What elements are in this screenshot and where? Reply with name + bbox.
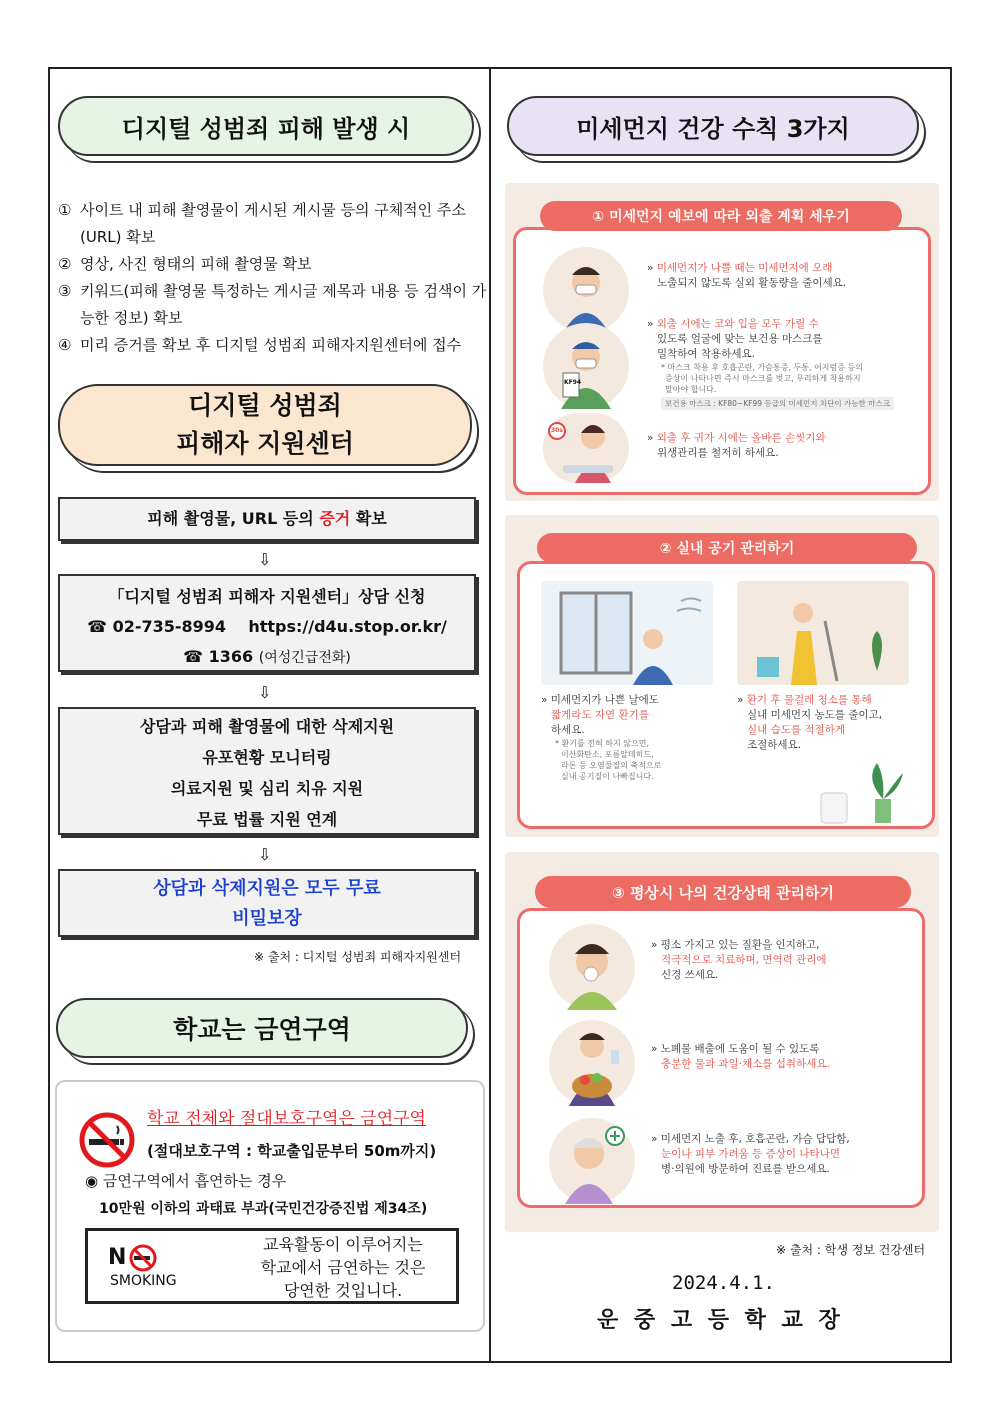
down-arrow-icon: ⇩: [258, 845, 272, 864]
step-evidence: 피해 촬영물, URL 등의 증거 확보: [58, 497, 476, 541]
list-item: ② 영상, 사진 형태의 피해 촬영물 확보: [58, 255, 312, 273]
section-title-digital-crime: 디지털 성범죄 피해 발생 시: [58, 96, 474, 156]
section-title-fine-dust: 미세먼지 건강 수칙 3가지: [507, 96, 919, 156]
section-title-no-smoking: 학교는 금연구역: [56, 998, 468, 1058]
no-smoking-notice: 학교 전체와 절대보호구역은 금연구역 (절대보호구역 : 학교출입문부터 50m까지) ◉ 금연구역에서 흡연하는 경우 10만원 이하의 과태료 부과(국민건강증진법 제34조) N SMOKING 교육활동이 이루어지는 학교에서 금연하는 것은 당연한 것입니다.: [55, 1080, 485, 1332]
air-purifier-illustration: [815, 759, 905, 829]
card-health-status: [505, 852, 939, 1232]
step-free: 상담과 삭제지원은 모두 무료 비밀보장: [58, 869, 476, 937]
phone-number-2: ☎ 1366: [183, 647, 254, 666]
list-item: ① 사이트 내 피해 촬영물이 게시된 게시물 등의 구체적인 주소(URL) 확보: [58, 201, 466, 246]
card-outdoor-plan: [505, 183, 939, 501]
principal-signature: 운 중 고 등 학 교 장: [597, 1307, 844, 1333]
issue-date: 2024.4.1.: [672, 1272, 775, 1294]
list-item: ③ 키워드(피해 촬영물 특정하는 게시글 제목과 내용 등 검색이 가능한 정보) 확보: [58, 282, 487, 327]
card1-item1: » 미세먼지가 나쁠 때는 미세먼지에 오래 노출되지 않도록 실외 활동량을 줄이세요.: [647, 262, 847, 289]
list-item: ④ 미리 증거를 확보 후 디지털 성범죄 피해자지원센터에 접수: [58, 336, 462, 354]
source-note: ※ 출처 : 학생 정보 건강센터: [776, 1243, 926, 1257]
cleaning-illustration: [737, 581, 909, 685]
card1-item3: » 외출 후 귀가 시에는 올바른 손씻기와 위생관리를 철저히 하세요.: [647, 432, 826, 459]
window-illustration: [541, 581, 713, 685]
mask-grade-badge: 보건용 마스크 : KF80~KF99 등급의 미세먼지 차단이 가능한 마스크: [661, 397, 894, 410]
card1-item2: » 외출 시에는 코와 입을 모두 가릴 수 있도록 얼굴에 맞는 보건용 마스크를 밀착하여 착용하세요. * 마스크 착용 후 호흡곤란, 가슴통증, 두통, 어지럼증 등의 증상이 나타나면 즉시 마스크를 벗고, 무리하게 착용하지 말아야 합니다. 보건용 마스크 : KF80~KF99 등급의 미세먼지 차단이 가능한 마스크: [647, 317, 894, 411]
source-note: ※ 출처 : 디지털 성범죄 피해자지원센터: [254, 950, 462, 964]
down-arrow-icon: ⇩: [258, 683, 272, 702]
card-header: ② 실내 공기 관리하기: [537, 533, 917, 563]
card-header: ① 미세먼지 예보에 따라 외출 계획 세우기: [540, 201, 902, 231]
phone-number: ☎ 02-735-8994: [87, 617, 227, 636]
card-header: ③ 평상시 나의 건강상태 관리하기: [535, 876, 911, 908]
person-mask-illustration: [543, 247, 629, 333]
card3-item3: » 미세먼지 노출 후, 호흡곤란, 가슴 답답함, 눈이나 피부 가려움 등 증상이 나타나면 병·의원에 방문하여 진료를 받으세요.: [651, 1133, 850, 1175]
no-smoking-small-icon: [128, 1243, 158, 1273]
no-smoking-box: N SMOKING 교육활동이 이루어지는 학교에서 금연하는 것은 당연한 것입니다.: [85, 1228, 459, 1304]
card3-item1: » 평소 가지고 있는 질환을 인지하고, 적극적으로 치료하며, 면역력 관리에 신경 쓰세요.: [651, 939, 827, 981]
card3-item2: » 노폐물 배출에 도움이 될 수 있도록 충분한 물과 과일·채소를 섭취하세요.: [651, 1043, 830, 1070]
kf94-label: KF94: [564, 379, 582, 386]
step-support: 상담과 피해 촬영물에 대한 삭제지원 유포현황 모니터링 의료지원 및 심리 치유 지원 무료 법률 지원 연계: [58, 707, 476, 835]
website-url: https://d4u.stop.or.kr/: [248, 617, 447, 636]
card-indoor-air: [505, 515, 939, 837]
coughing-person-illustration: [549, 924, 635, 1010]
evidence-list: [58, 197, 490, 359]
step-consult: 「디지털 성범죄 피해자 지원센터」상담 신청 ☎ 02-735-8994 https://d4u.stop.or.kr/ ☎ 1366 (여성긴급전화): [58, 574, 476, 672]
timer-label: 30s: [551, 427, 563, 434]
down-arrow-icon: ⇩: [258, 550, 272, 569]
section-title-support-center: 디지털 성범죄 피해자 지원센터: [58, 384, 472, 466]
card2-right-text: » 환기 후 물걸레 청소를 통해 실내 미세먼지 농도를 줄이고, 실내 습도를 적절하게 조절하세요.: [737, 694, 883, 751]
vegetables-illustration: [549, 1020, 635, 1106]
handwash-illustration: [543, 413, 629, 483]
person-kf94-illustration: [543, 323, 629, 409]
elderly-itchy-illustration: [549, 1118, 635, 1204]
card2-left-text: » 미세먼지가 나쁜 날에도 짧게라도 자연 환기를 하세요. * 환기를 전혀 하지 않으면, 이산화탄소, 포름알데히드, 라돈 등 오염물질의 축적으로 실내 공기질이 나빠집니다.: [541, 694, 662, 781]
no-smoking-icon: [79, 1112, 135, 1168]
